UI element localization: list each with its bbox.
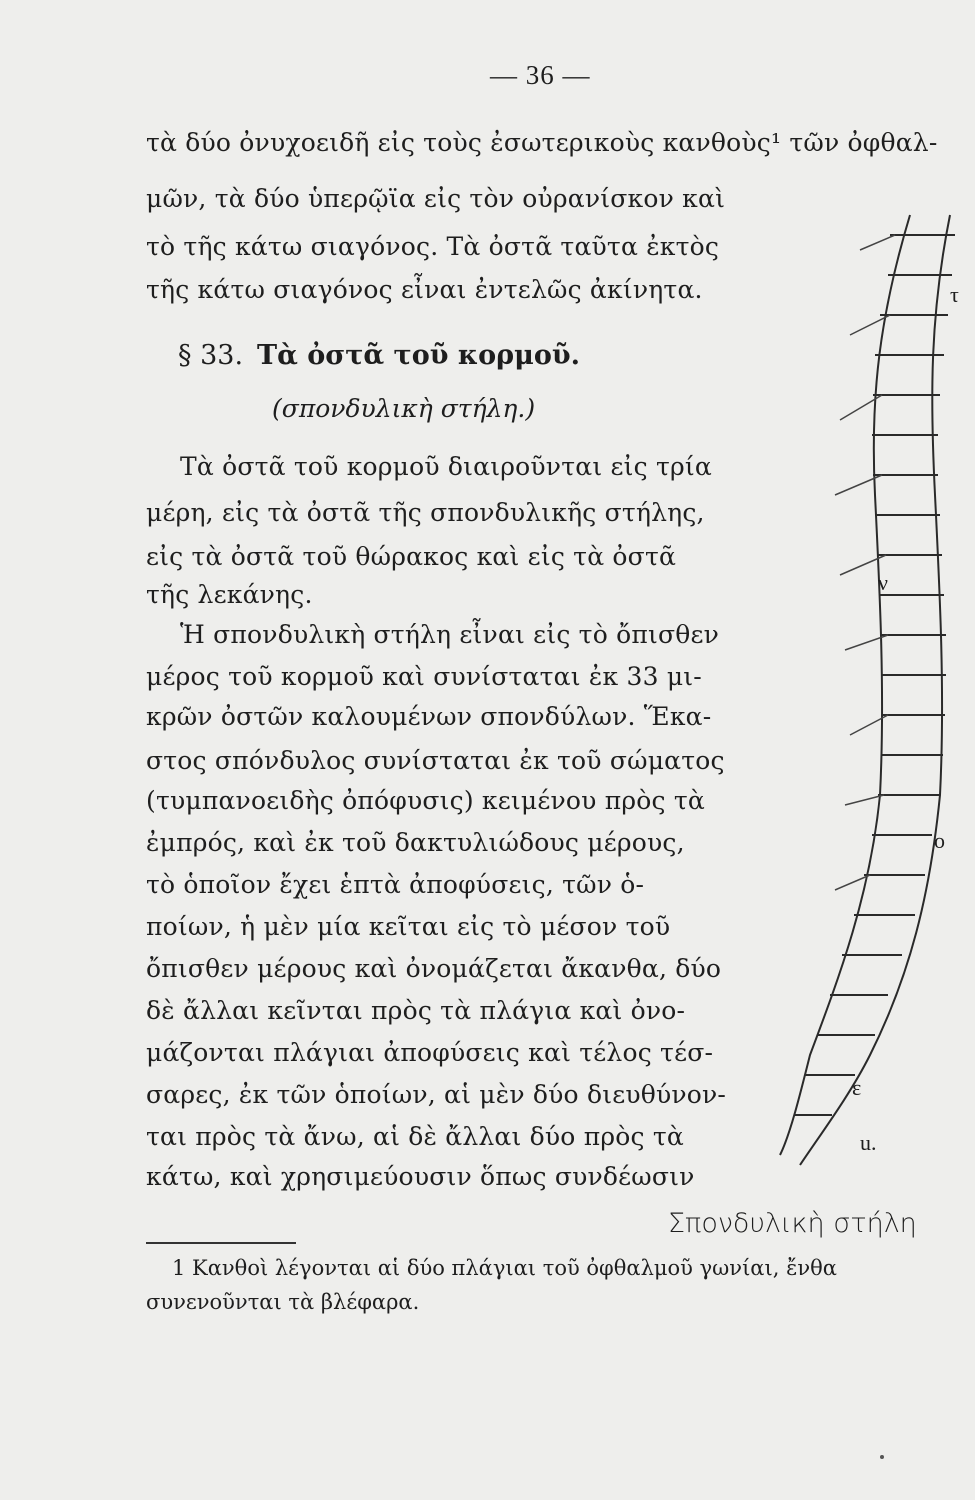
section-heading bbox=[178, 340, 580, 371]
text-line: κρῶν ὀστῶν καλουμένων σπονδύλων. Ἕκα- bbox=[146, 702, 712, 731]
section-number: § 33. bbox=[178, 340, 244, 371]
footnote-rule bbox=[146, 1242, 296, 1244]
text-line: τὰ δύο ὀνυχοειδῆ εἰς τοὺς ἐσωτερικοὺς κανθοὺς¹ τῶν ὀφθαλ- bbox=[146, 128, 938, 157]
section-subtitle: (σπονδυλικὴ στήλη.) bbox=[272, 394, 536, 423]
text-line: ὄπισθεν μέρους καὶ ὀνομάζεται ἄκανθα, δύο bbox=[146, 954, 722, 983]
text-line: μέρη, εἰς τὰ ὀστᾶ τῆς σπονδυλικῆς στήλης, bbox=[146, 498, 705, 527]
text-line: τὸ τῆς κάτω σιαγόνος. Τὰ ὀστᾶ ταῦτα ἐκτὸς bbox=[146, 232, 720, 261]
page-number: — 36 — bbox=[490, 60, 591, 90]
text-line: τὸ ὁποῖον ἔχει ἑπτὰ ἀποφύσεις, τῶν ὁ- bbox=[146, 870, 645, 899]
figure-label: ε bbox=[852, 1075, 862, 1100]
figure-label: ο bbox=[934, 828, 945, 853]
text-line: σαρες, ἐκ τῶν ὁποίων, αἱ μὲν δύο διευθύνον- bbox=[146, 1080, 727, 1109]
ink-dot bbox=[880, 1455, 884, 1459]
text-line: μῶν, τὰ δύο ὑπερῷϊα εἰς τὸν οὐρανίσκον καὶ bbox=[146, 184, 726, 213]
figure-label: u. bbox=[860, 1130, 877, 1155]
text-line: μάζονται πλάγιαι ἀποφύσεις καὶ τέλος τέσ- bbox=[146, 1038, 714, 1067]
spine-illustration bbox=[760, 195, 975, 1195]
section-title: Τὰ ὀστᾶ τοῦ κορμοῦ. bbox=[257, 340, 580, 371]
text-line: Τὰ ὀστᾶ τοῦ κορμοῦ διαιροῦνται εἰς τρία bbox=[180, 452, 712, 481]
text-line: ται πρὸς τὰ ἄνω, αἱ δὲ ἄλλαι δύο πρὸς τὰ bbox=[146, 1122, 684, 1151]
figure-label: τ bbox=[950, 282, 959, 307]
text-line: στος σπόνδυλος συνίσταται ἐκ τοῦ σώματος bbox=[146, 746, 725, 775]
text-line: μέρος τοῦ κορμοῦ καὶ συνίσταται ἐκ 33 μι- bbox=[146, 662, 702, 691]
text-line: εἰς τὰ ὀστᾶ τοῦ θώρακος καὶ εἰς τὰ ὀστᾶ bbox=[146, 542, 677, 571]
text-line: Ἡ σπονδυλικὴ στήλη εἶναι εἰς τὸ ὄπισθεν bbox=[180, 620, 720, 649]
text-line: (τυμπανοειδὴς ὀπόφυσις) κειμένου πρὸς τὰ bbox=[146, 786, 705, 815]
text-line: κάτω, καὶ χρησιμεύουσιν ὅπως συνδέωσιν bbox=[146, 1162, 695, 1191]
figure-label: ν bbox=[878, 570, 888, 595]
text-line: ἐμπρός, καὶ ἐκ τοῦ δακτυλιώδους μέρους, bbox=[146, 828, 685, 857]
figure-caption: Σπονδυλικὴ στήλη bbox=[668, 1208, 917, 1239]
footnote-line: 1 Κανθοὶ λέγονται αἱ δύο πλάγιαι τοῦ ὀφθαλμοῦ γωνίαι, ἔνθα bbox=[172, 1256, 837, 1280]
text-line: ποίων, ἡ μὲν μία κεῖται εἰς τὸ μέσον τοῦ bbox=[146, 912, 671, 941]
text-line: τῆς κάτω σιαγόνος εἶναι ἐντελῶς ἀκίνητα. bbox=[146, 275, 703, 304]
footnote-line: συνενοῦνται τὰ βλέφαρα. bbox=[146, 1290, 420, 1314]
text-line: δὲ ἄλλαι κεῖνται πρὸς τὰ πλάγια καὶ ὀνο- bbox=[146, 996, 686, 1025]
text-line: τῆς λεκάνης. bbox=[146, 580, 313, 609]
